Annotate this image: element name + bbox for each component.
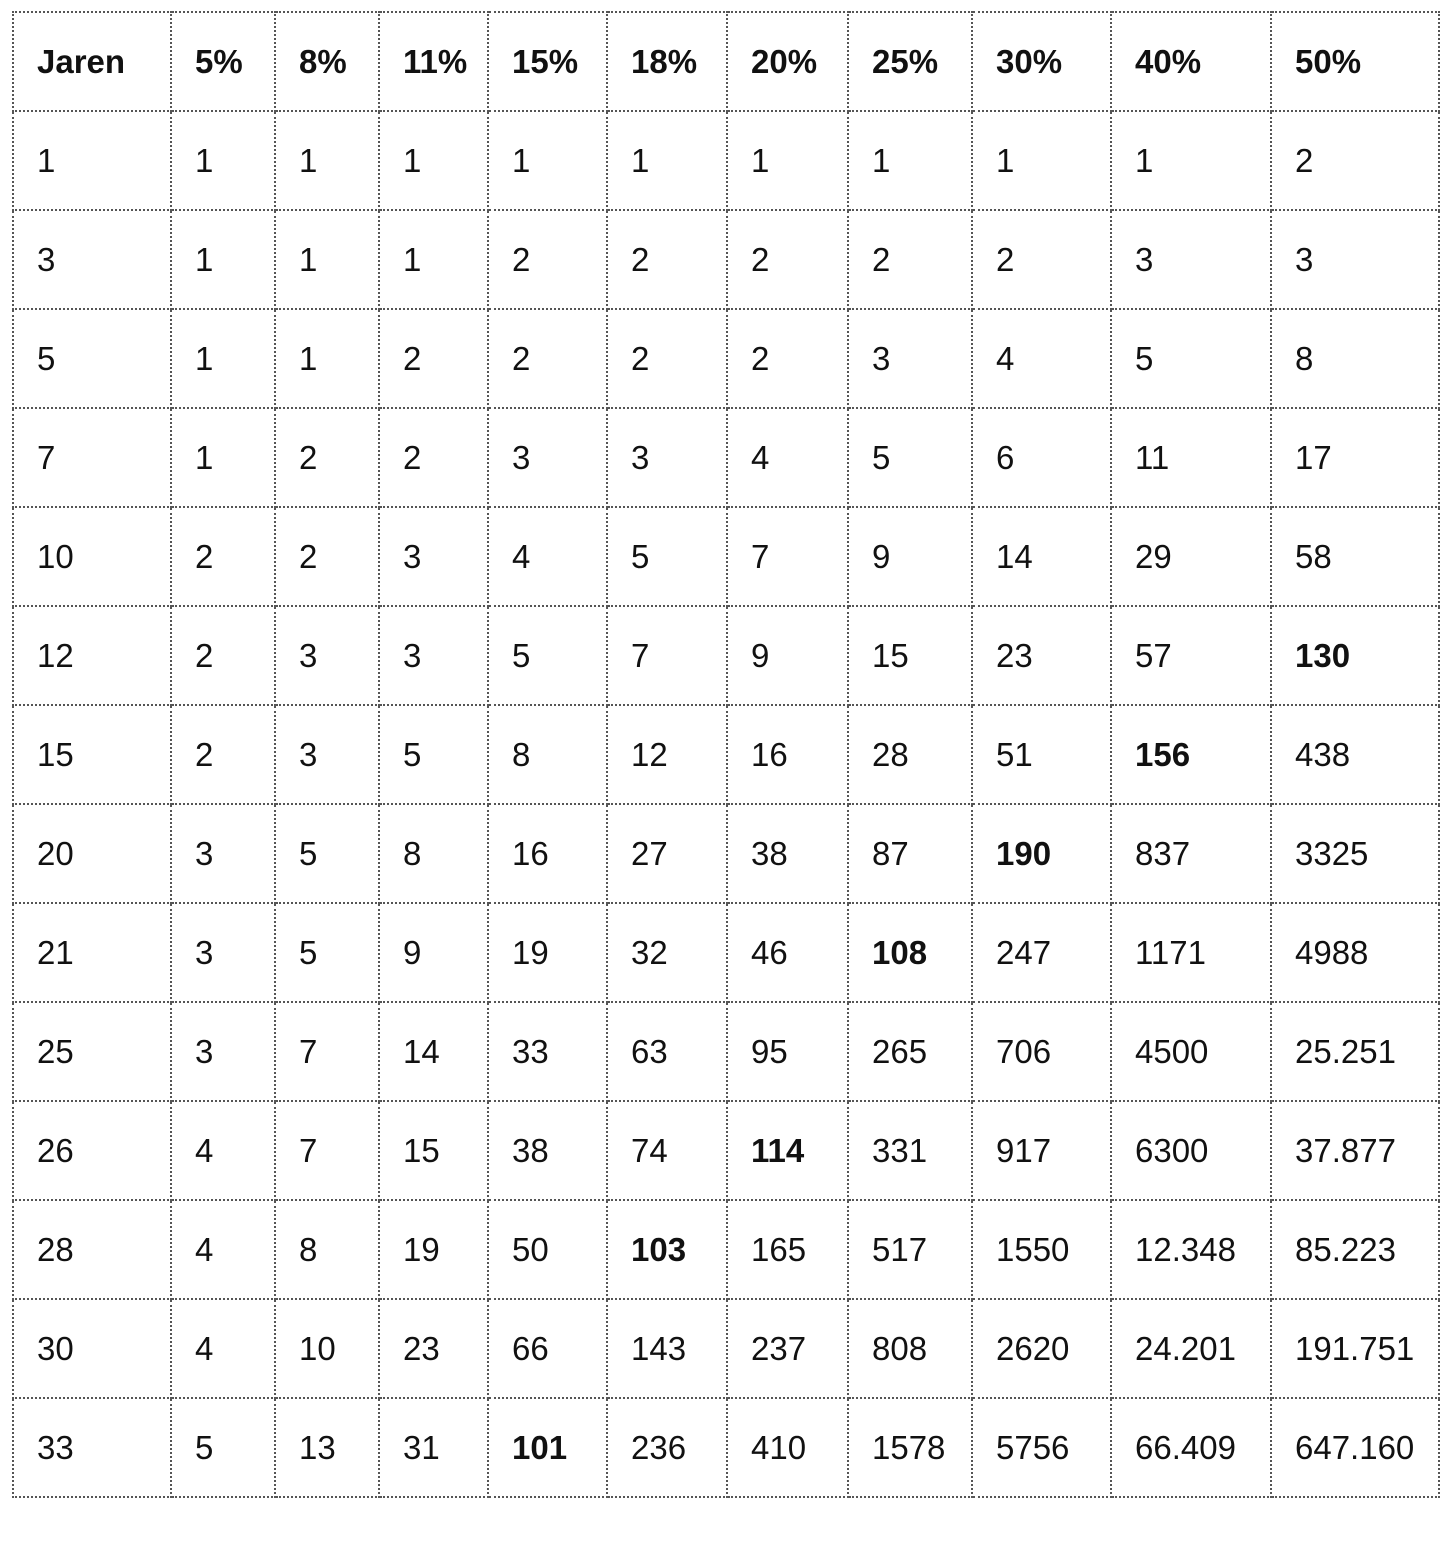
years-cell: 5 [13, 309, 171, 408]
multiplier-cell: 4 [727, 408, 848, 507]
multiplier-cell: 33 [488, 1002, 607, 1101]
multiplier-cell: 808 [848, 1299, 972, 1398]
multiplier-cell: 2 [379, 309, 488, 408]
multiplier-cell: 5 [488, 606, 607, 705]
multiplier-cell: 190 [972, 804, 1111, 903]
multiplier-cell: 1 [848, 111, 972, 210]
multiplier-cell: 1 [727, 111, 848, 210]
table-row [13, 804, 1439, 903]
multiplier-cell: 27 [607, 804, 727, 903]
multiplier-cell: 1 [972, 111, 1111, 210]
multiplier-cell: 3 [1111, 210, 1271, 309]
header-years: Jaren [13, 12, 171, 111]
multiplier-cell: 108 [848, 903, 972, 1002]
multiplier-cell: 2 [275, 408, 379, 507]
multiplier-cell: 9 [379, 903, 488, 1002]
multiplier-cell: 23 [972, 606, 1111, 705]
multiplier-cell: 1 [379, 111, 488, 210]
multiplier-cell: 95 [727, 1002, 848, 1101]
table-row [13, 1200, 1439, 1299]
multiplier-cell: 1 [275, 111, 379, 210]
multiplier-cell: 647.160 [1271, 1398, 1439, 1497]
multiplier-cell: 8 [1271, 309, 1439, 408]
multiplier-cell: 87 [848, 804, 972, 903]
multiplier-cell: 2 [275, 507, 379, 606]
multiplier-cell: 101 [488, 1398, 607, 1497]
multiplier-cell: 2 [171, 507, 275, 606]
multiplier-cell: 4988 [1271, 903, 1439, 1002]
multiplier-cell: 28 [848, 705, 972, 804]
multiplier-cell: 7 [275, 1101, 379, 1200]
multiplier-cell: 4 [488, 507, 607, 606]
multiplier-cell: 3 [171, 1002, 275, 1101]
multiplier-cell: 517 [848, 1200, 972, 1299]
multiplier-cell: 1 [275, 210, 379, 309]
years-cell: 25 [13, 1002, 171, 1101]
multiplier-cell: 8 [275, 1200, 379, 1299]
years-cell: 12 [13, 606, 171, 705]
header-rate: 5% [171, 12, 275, 111]
multiplier-cell: 85.223 [1271, 1200, 1439, 1299]
multiplier-cell: 2 [727, 210, 848, 309]
multiplier-cell: 12.348 [1111, 1200, 1271, 1299]
multiplier-cell: 6300 [1111, 1101, 1271, 1200]
table-row [13, 1398, 1439, 1497]
multiplier-cell: 4 [171, 1299, 275, 1398]
multiplier-cell: 331 [848, 1101, 972, 1200]
header-row [13, 12, 1439, 111]
multiplier-cell: 2 [488, 309, 607, 408]
multiplier-cell: 16 [488, 804, 607, 903]
multiplier-cell: 17 [1271, 408, 1439, 507]
years-cell: 20 [13, 804, 171, 903]
multiplier-cell: 410 [727, 1398, 848, 1497]
multiplier-cell: 130 [1271, 606, 1439, 705]
multiplier-cell: 15 [379, 1101, 488, 1200]
years-cell: 10 [13, 507, 171, 606]
multiplier-cell: 114 [727, 1101, 848, 1200]
multiplier-cell: 2 [607, 210, 727, 309]
multiplier-cell: 2 [171, 606, 275, 705]
multiplier-cell: 1 [171, 408, 275, 507]
multiplier-cell: 5 [607, 507, 727, 606]
multiplier-cell: 247 [972, 903, 1111, 1002]
table-row [13, 309, 1439, 408]
multiplier-cell: 2620 [972, 1299, 1111, 1398]
multiplier-cell: 32 [607, 903, 727, 1002]
multiplier-cell: 23 [379, 1299, 488, 1398]
multiplier-cell: 74 [607, 1101, 727, 1200]
multiplier-cell: 29 [1111, 507, 1271, 606]
multiplier-cell: 15 [848, 606, 972, 705]
multiplier-cell: 706 [972, 1002, 1111, 1101]
multiplier-cell: 2 [1271, 111, 1439, 210]
header-rate: 11% [379, 12, 488, 111]
multiplier-cell: 1 [488, 111, 607, 210]
multiplier-cell: 8 [488, 705, 607, 804]
multiplier-cell: 265 [848, 1002, 972, 1101]
years-cell: 15 [13, 705, 171, 804]
multiplier-cell: 1 [171, 309, 275, 408]
multiplier-cell: 191.751 [1271, 1299, 1439, 1398]
multiplier-cell: 25.251 [1271, 1002, 1439, 1101]
multiplier-cell: 12 [607, 705, 727, 804]
multiplier-cell: 31 [379, 1398, 488, 1497]
multiplier-cell: 5 [171, 1398, 275, 1497]
multiplier-cell: 57 [1111, 606, 1271, 705]
multiplier-cell: 4500 [1111, 1002, 1271, 1101]
header-rate: 15% [488, 12, 607, 111]
multiplier-cell: 19 [488, 903, 607, 1002]
multiplier-cell: 1 [275, 309, 379, 408]
multiplier-cell: 7 [607, 606, 727, 705]
multiplier-cell: 3 [848, 309, 972, 408]
multiplier-cell: 24.201 [1111, 1299, 1271, 1398]
multiplier-cell: 1 [171, 210, 275, 309]
multiplier-cell: 2 [171, 705, 275, 804]
years-cell: 26 [13, 1101, 171, 1200]
header-rate: 30% [972, 12, 1111, 111]
growth-table [12, 11, 1440, 1498]
multiplier-cell: 156 [1111, 705, 1271, 804]
multiplier-cell: 2 [972, 210, 1111, 309]
table-row [13, 705, 1439, 804]
years-cell: 28 [13, 1200, 171, 1299]
multiplier-cell: 3325 [1271, 804, 1439, 903]
multiplier-cell: 5 [379, 705, 488, 804]
multiplier-cell: 16 [727, 705, 848, 804]
multiplier-cell: 4 [171, 1101, 275, 1200]
header-rate: 50% [1271, 12, 1439, 111]
table-row [13, 903, 1439, 1002]
multiplier-cell: 1 [607, 111, 727, 210]
multiplier-cell: 917 [972, 1101, 1111, 1200]
multiplier-cell: 50 [488, 1200, 607, 1299]
multiplier-cell: 5756 [972, 1398, 1111, 1497]
multiplier-cell: 9 [727, 606, 848, 705]
multiplier-cell: 1 [1111, 111, 1271, 210]
multiplier-cell: 5 [275, 804, 379, 903]
multiplier-cell: 2 [607, 309, 727, 408]
table-container [12, 11, 1440, 1498]
multiplier-cell: 3 [171, 903, 275, 1002]
header-rate: 25% [848, 12, 972, 111]
multiplier-cell: 13 [275, 1398, 379, 1497]
table-row [13, 507, 1439, 606]
multiplier-cell: 3 [1271, 210, 1439, 309]
table-body [13, 111, 1439, 1497]
multiplier-cell: 1 [171, 111, 275, 210]
multiplier-cell: 3 [379, 606, 488, 705]
multiplier-cell: 143 [607, 1299, 727, 1398]
multiplier-cell: 2 [727, 309, 848, 408]
multiplier-cell: 5 [848, 408, 972, 507]
years-cell: 21 [13, 903, 171, 1002]
header-rate: 40% [1111, 12, 1271, 111]
multiplier-cell: 3 [607, 408, 727, 507]
years-cell: 7 [13, 408, 171, 507]
table-row [13, 1101, 1439, 1200]
multiplier-cell: 3 [488, 408, 607, 507]
table-row [13, 1299, 1439, 1398]
multiplier-cell: 3 [171, 804, 275, 903]
header-rate: 18% [607, 12, 727, 111]
table-row [13, 606, 1439, 705]
multiplier-cell: 438 [1271, 705, 1439, 804]
years-cell: 33 [13, 1398, 171, 1497]
multiplier-cell: 1 [379, 210, 488, 309]
multiplier-cell: 51 [972, 705, 1111, 804]
multiplier-cell: 7 [275, 1002, 379, 1101]
multiplier-cell: 38 [727, 804, 848, 903]
multiplier-cell: 3 [379, 507, 488, 606]
multiplier-cell: 4 [972, 309, 1111, 408]
multiplier-cell: 165 [727, 1200, 848, 1299]
multiplier-cell: 10 [275, 1299, 379, 1398]
multiplier-cell: 2 [379, 408, 488, 507]
years-cell: 1 [13, 111, 171, 210]
years-cell: 3 [13, 210, 171, 309]
multiplier-cell: 236 [607, 1398, 727, 1497]
multiplier-cell: 38 [488, 1101, 607, 1200]
multiplier-cell: 1578 [848, 1398, 972, 1497]
multiplier-cell: 6 [972, 408, 1111, 507]
multiplier-cell: 11 [1111, 408, 1271, 507]
multiplier-cell: 66.409 [1111, 1398, 1271, 1497]
multiplier-cell: 19 [379, 1200, 488, 1299]
table-row [13, 111, 1439, 210]
multiplier-cell: 14 [972, 507, 1111, 606]
multiplier-cell: 237 [727, 1299, 848, 1398]
multiplier-cell: 2 [488, 210, 607, 309]
table-row [13, 1002, 1439, 1101]
table-row [13, 408, 1439, 507]
header-rate: 8% [275, 12, 379, 111]
multiplier-cell: 1550 [972, 1200, 1111, 1299]
multiplier-cell: 1171 [1111, 903, 1271, 1002]
multiplier-cell: 3 [275, 705, 379, 804]
header-rate: 20% [727, 12, 848, 111]
multiplier-cell: 9 [848, 507, 972, 606]
multiplier-cell: 2 [848, 210, 972, 309]
multiplier-cell: 63 [607, 1002, 727, 1101]
multiplier-cell: 66 [488, 1299, 607, 1398]
years-cell: 30 [13, 1299, 171, 1398]
multiplier-cell: 5 [275, 903, 379, 1002]
multiplier-cell: 3 [275, 606, 379, 705]
multiplier-cell: 837 [1111, 804, 1271, 903]
multiplier-cell: 46 [727, 903, 848, 1002]
multiplier-cell: 4 [171, 1200, 275, 1299]
multiplier-cell: 5 [1111, 309, 1271, 408]
multiplier-cell: 37.877 [1271, 1101, 1439, 1200]
table-row [13, 210, 1439, 309]
multiplier-cell: 58 [1271, 507, 1439, 606]
multiplier-cell: 8 [379, 804, 488, 903]
multiplier-cell: 7 [727, 507, 848, 606]
multiplier-cell: 14 [379, 1002, 488, 1101]
multiplier-cell: 103 [607, 1200, 727, 1299]
